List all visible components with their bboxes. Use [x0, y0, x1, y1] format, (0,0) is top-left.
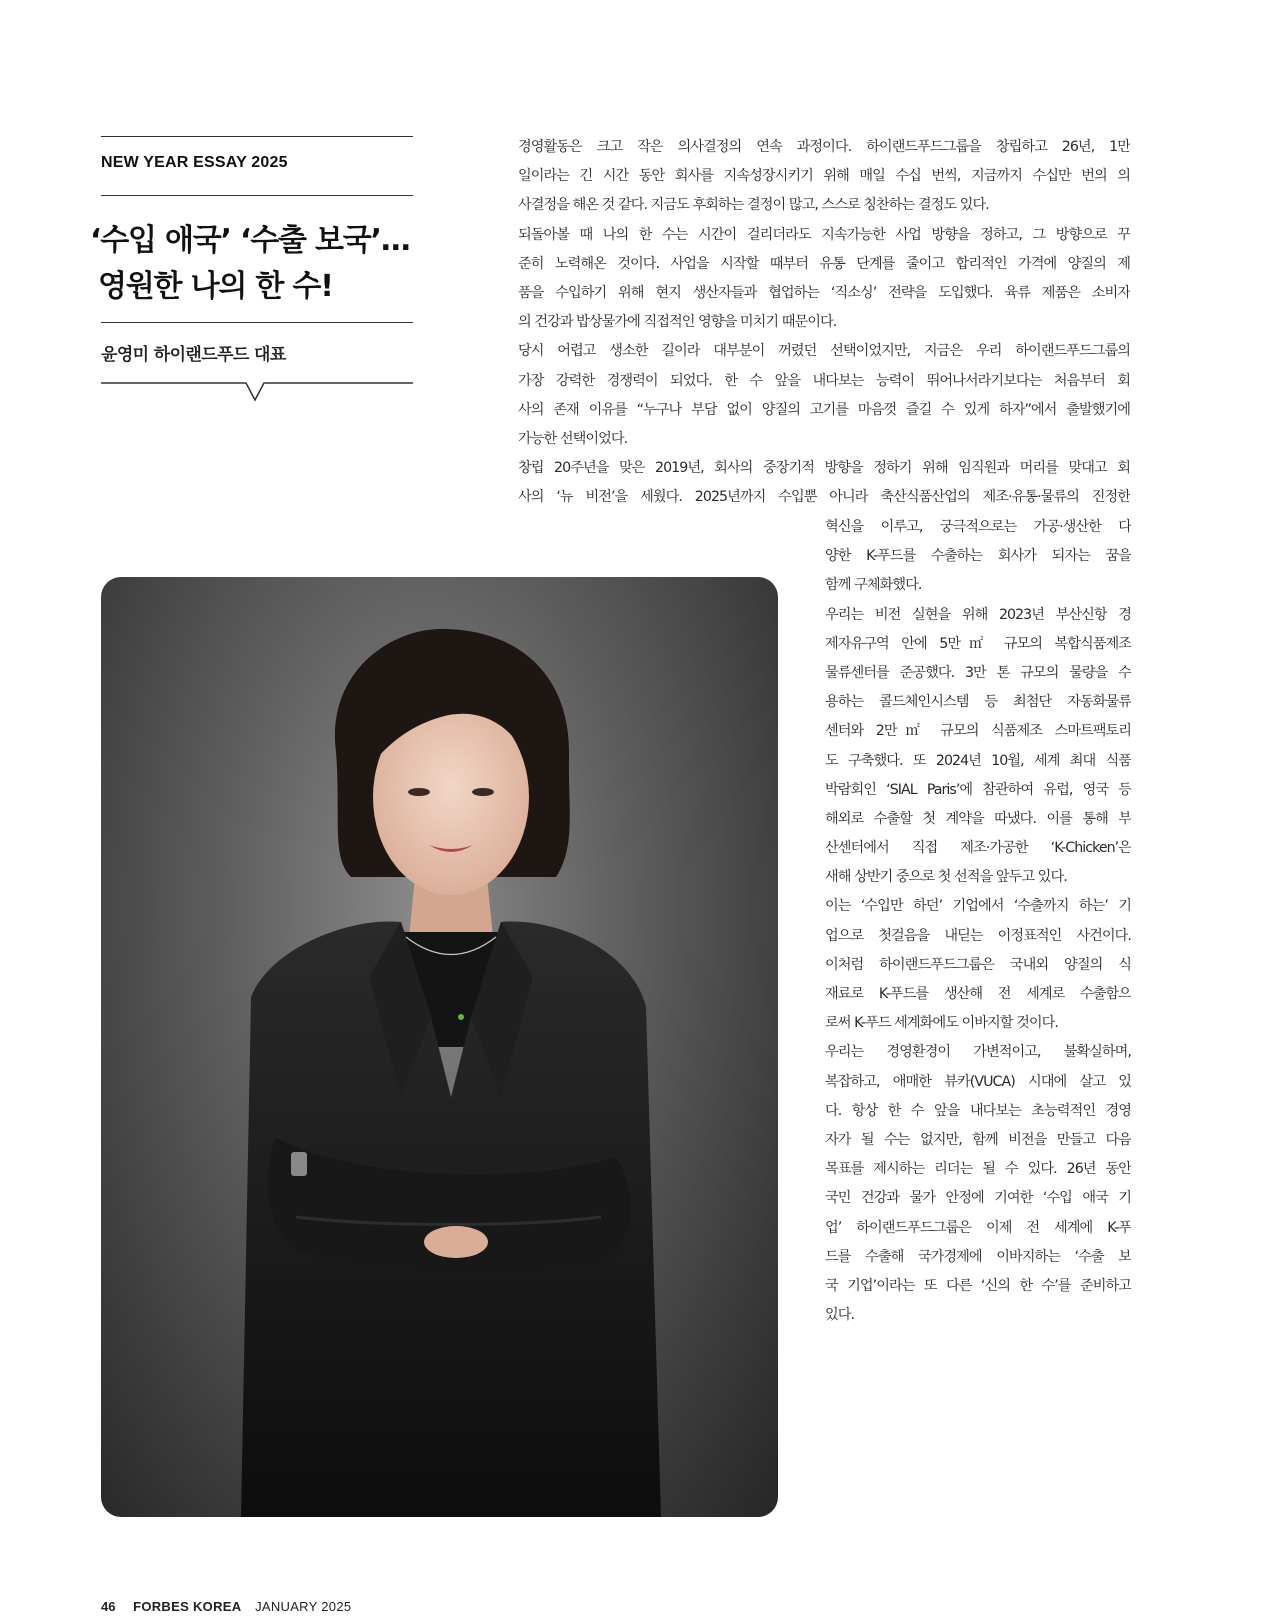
right-line: 우리는 경영환경이 가변적이고, 불확실하며,: [825, 1044, 1131, 1061]
top-line: 사의 존재 이유를 “누구나 부담 없이 양질의 고기를 마음껏 즐길 수 있게 하자”에서 출발했기에: [518, 401, 1130, 418]
top-line: 가장 강력한 경쟁력이 되었다. 한 수 앞을 내다보는 능력이 뛰어나서라기보다는 처음부터 회: [518, 372, 1130, 389]
right-line: 업으로 첫걸음을 내딛는 이정표적인 사건이다.: [825, 927, 1131, 944]
top-line: 일이라는 긴 시간 동안 회사를 지속성장시키기 위해 매일 수십 번씩, 지금까지 수십만 번의 의: [518, 168, 1130, 185]
right-line: 새해 상반기 중으로 첫 선적을 앞두고 있다.: [825, 869, 1067, 886]
top-line: 당시 어렵고 생소한 길이라 대부분이 꺼렸던 선택이었지만, 지금은 우리 하이랜드푸드그룹의: [518, 343, 1130, 360]
top-line: 사의 ‘뉴 비전’을 세웠다. 2025년까지 수입뿐 아니라 축산식품산업의 제조·유통·물류의 진정한: [518, 489, 1130, 506]
right-line: 목표를 제시하는 리더는 될 수 있다. 26년 동안: [825, 1161, 1131, 1178]
article-body-top: [518, 133, 1130, 512]
top-line: 의 건강과 밥상물가에 직접적인 영향을 미치기 때문이다.: [518, 314, 837, 331]
right-line: 자가 될 수는 없지만, 함께 비전을 만들고 다음: [825, 1131, 1131, 1148]
top-line: 경영활동은 크고 작은 의사결정의 연속 과정이다. 하이랜드푸드그룹을 창립하고 26년, 1만: [518, 139, 1130, 155]
right-line: 산센터에서 직접 제조·가공한 ‘K-Chicken’은: [825, 840, 1131, 857]
right-line: 함께 구체화했다.: [825, 577, 922, 594]
magazine-name: FORBES KOREA: [133, 1599, 242, 1614]
right-line: 있다.: [825, 1307, 855, 1324]
article-body-right: [825, 513, 1131, 1330]
right-line: 업’ 하이랜드푸드그룹은 이제 전 세계에 K-푸: [825, 1219, 1131, 1236]
right-line: 다. 항상 한 수 앞을 내다보는 초능력적인 경영: [825, 1102, 1131, 1119]
notch-rule: [101, 382, 413, 410]
top-line: 되돌아볼 때 나의 한 수는 시간이 걸리더라도 지속가능한 사업 방향을 정하고, 그 방향으로 꾸: [518, 226, 1130, 243]
headline-line-1: ‘수입 애국’ ‘수출 보국’…: [90, 223, 410, 258]
right-line: 국민 건강과 물가 안정에 기여한 ‘수입 애국 기: [825, 1190, 1131, 1207]
right-line: 로써 K-푸드 세계화에도 이바지할 것이다.: [825, 1015, 1058, 1032]
right-line: 양한 K-푸드를 수출하는 회사가 되자는 꿈을: [825, 548, 1131, 565]
top-line: 가능한 선택이었다.: [518, 430, 628, 447]
right-line: 용하는 콜드체인시스템 등 최첨단 자동화물류: [825, 694, 1131, 711]
right-line: 혁신을 이루고, 궁극적으로는 가공·생산한 다: [825, 519, 1131, 535]
right-line: 이처럼 하이랜드푸드그룹은 국내외 양질의 식: [825, 956, 1131, 973]
right-line: 우리는 비전 실현을 위해 2023년 부산신항 경: [825, 606, 1131, 623]
right-line: 드를 수출해 국가경제에 이바지하는 ‘수출 보: [825, 1248, 1131, 1265]
right-line: 국 기업’이라는 또 다른 ‘신의 한 수’를 준비하고: [825, 1277, 1131, 1294]
headline-line-2: 영원한 나의 한 수!: [98, 269, 333, 304]
right-line: 이는 ‘수입만 하던’ 기업에서 ‘수출까지 하는’ 기: [825, 898, 1131, 915]
section-kicker: NEW YEAR ESSAY 2025: [101, 154, 288, 171]
top-line: 창립 20주년을 맞은 2019년, 회사의 중장기적 방향을 정하기 위해 임직원과 머리를 맞대고 회: [518, 460, 1130, 477]
right-line: 제자유구역 안에 5만㎡ 규모의 복합식품제조: [825, 635, 1131, 652]
right-line: 박람회인 ‘SIAL Paris’에 참관하여 유럽, 영국 등: [825, 781, 1131, 798]
right-line: 도 구축했다. 또 2024년 10월, 세계 최대 식품: [825, 752, 1131, 769]
headline: [90, 218, 420, 310]
right-line: 해외로 수출할 첫 계약을 따냈다. 이를 통해 부: [825, 810, 1131, 827]
issue-date: JANUARY 2025: [255, 1599, 352, 1614]
headline-rule: [101, 322, 413, 323]
page-number: 46: [101, 1599, 116, 1614]
portrait-illustration: [101, 577, 778, 1517]
top-line: 품을 수입하기 위해 현지 생산자들과 협업하는 ‘직소싱’ 전략을 도입했다. 육류 제품은 소비자: [518, 284, 1130, 301]
top-rule: [101, 136, 413, 137]
portrait-photo: [101, 577, 778, 1517]
right-line: 복잡하고, 애매한 뷰카(VUCA) 시대에 살고 있: [825, 1073, 1131, 1090]
byline: 윤영미 하이랜드푸드 대표: [101, 345, 286, 365]
kicker-rule: [101, 195, 413, 196]
top-line: 준히 노력해온 것이다. 사업을 시작할 때부터 유통 단계를 줄이고 합리적인 가격에 양질의 제: [518, 255, 1130, 272]
top-line: 사결정을 해온 것 같다. 지금도 후회하는 결정이 많고, 스스로 칭찬하는 결정도 있다.: [518, 197, 989, 214]
right-line: 재료로 K-푸드를 생산해 전 세계로 수출함으: [825, 986, 1131, 1002]
right-line: 센터와 2만㎡ 규모의 식품제조 스마트팩토리: [825, 723, 1131, 740]
right-line: 물류센터를 준공했다. 3만 톤 규모의 물량을 수: [825, 664, 1131, 681]
page-footer: [101, 1599, 351, 1614]
